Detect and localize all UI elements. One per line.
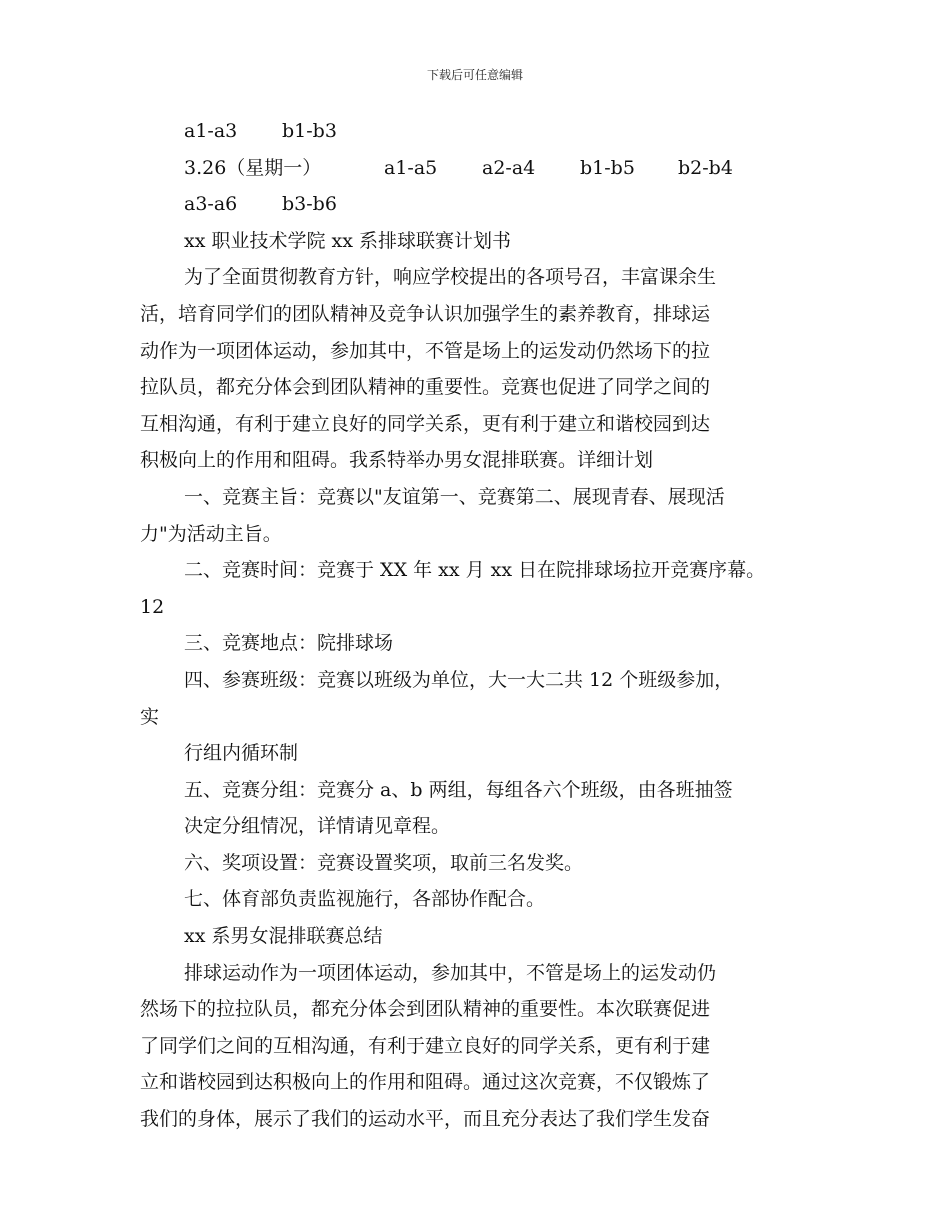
plan-item-6: 六、奖项设置：竞赛设置奖项，取前三名发奖。 xyxy=(184,851,584,874)
paragraph-line: 积极向上的作用和阻碍。我系特举办男女混排联赛。详细计划 xyxy=(140,449,654,472)
paragraph-line: 拉队员，都充分体会到团队精神的重要性。竞赛也促进了同学之间的 xyxy=(140,376,711,399)
paragraph-line: 互相沟通，有利于建立良好的同学关系，更有利于建立和谐校园到达 xyxy=(140,412,711,435)
plan-item-2: 二、竞赛时间：竞赛于 XX 年 xx 月 xx 日在院排球场拉开竞赛序幕。 xyxy=(184,559,766,582)
paragraph-line: 立和谐校园到达积极向上的作用和阻碍。通过这次竞赛，不仅锻炼了 xyxy=(140,1071,711,1094)
document-body xyxy=(140,113,830,1138)
plan-item-7: 七、体育部负责监视施行，各部协作配合。 xyxy=(184,888,546,911)
match-pair: b2-b4 xyxy=(678,156,733,179)
paragraph-line: 了同学们之间的互相沟通，有利于建立良好的同学关系，更有利于建 xyxy=(140,1034,711,1057)
match-pair: a1-a5 xyxy=(384,156,438,179)
paragraph-line: 排球运动作为一项团体运动，参加其中，不管是场上的运发动仍 xyxy=(184,961,717,984)
plan-item-3: 三、竞赛地点：院排球场 xyxy=(184,632,394,655)
paragraph-line: 然场下的拉拉队员，都充分体会到团队精神的重要性。本次联赛促进 xyxy=(140,998,711,1021)
plan-item-5-cont: 决定分组情况，详情请见章程。 xyxy=(184,815,451,838)
paragraph-line: 为了全面贯彻教育方针，响应学校提出的各项号召，丰富课余生 xyxy=(184,266,717,289)
paragraph-line: 活，培育同学们的团队精神及竞争认识加强学生的素养教育，排球运 xyxy=(140,302,711,325)
schedule-row-1 xyxy=(140,113,830,150)
schedule-row-2 xyxy=(140,150,830,187)
match-pair: a3-a6 xyxy=(184,193,238,216)
match-pair: b1-b5 xyxy=(580,156,635,179)
plan-item-1-cont: 力"为活动主旨。 xyxy=(140,522,282,545)
match-pair: b1-b3 xyxy=(282,120,337,142)
plan-item-4-cont: 实 xyxy=(140,705,160,728)
plan-item-4: 四、参赛班级：竞赛以班级为单位，大一大二共 12 个班级参加， xyxy=(184,668,734,691)
plan-item-2-cont: 12 xyxy=(140,595,165,618)
schedule-row-3 xyxy=(140,186,830,223)
summary-title: xx 系男女混排联赛总结 xyxy=(184,925,383,948)
match-pair: a2-a4 xyxy=(482,156,536,179)
paragraph-line: 动作为一项团体运动，参加其中，不管是场上的运发动仍然场下的拉 xyxy=(140,339,711,362)
page-header-note: 下载后可任意编辑 xyxy=(426,68,523,82)
plan-item-5: 五、竞赛分组：竞赛分 a、b 两组，每组各六个班级，由各班抽签 xyxy=(184,778,733,801)
plan-title: xx 职业技术学院 xx 系排球联赛计划书 xyxy=(184,229,511,252)
plan-item-1: 一、竞赛主旨：竞赛以"友谊第一、竞赛第二、展现青春、展现活 xyxy=(184,485,725,508)
plan-item-4-cont: 行组内循环制 xyxy=(184,742,299,765)
schedule-date: 3.26（星期一） xyxy=(184,156,322,179)
match-pair: a1-a3 xyxy=(184,120,238,142)
match-pair: b3-b6 xyxy=(282,193,337,216)
paragraph-line: 我们的身体，展示了我们的运动水平，而且充分表达了我们学生发奋 xyxy=(140,1108,711,1131)
